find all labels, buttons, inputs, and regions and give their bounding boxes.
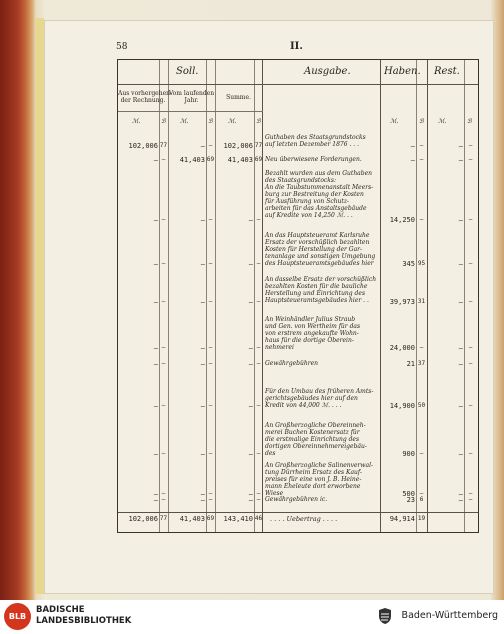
carry-over-label: . . . . Uebertrag . . . . [270, 515, 338, 523]
cell-rest: — [458, 360, 463, 368]
page-edge [36, 18, 44, 594]
cell-restp: — [468, 260, 473, 267]
cell-c1: — [153, 216, 158, 224]
cell-c2p: — [208, 260, 213, 267]
currency-unit-4: ℳ. [228, 118, 237, 125]
row-description [265, 316, 378, 351]
description-line: die erstmalige Einrichtung des [265, 436, 360, 443]
description-line: An das Hauptsteueramt Karlsruhe [265, 232, 370, 239]
description-line: des [265, 450, 276, 457]
divider-haben-p [416, 60, 417, 532]
cell-c2: — [200, 496, 205, 504]
cell-rest: — [458, 156, 463, 164]
cell-restp: — [468, 496, 473, 503]
description-line: Kredit von 44,000 ℳ. . . . [265, 402, 342, 409]
cell-sum: — [248, 490, 253, 498]
cell-c1p: — [161, 450, 166, 457]
cell-sump: — [256, 450, 261, 457]
cell-sump: — [256, 402, 261, 409]
library-name: BADISCHE LANDESBIBLIOTHEK [36, 605, 132, 626]
description-line: bezahlten Kosten für die bauliche [265, 283, 368, 290]
description-line: preises für eine von J. B. Heine- [265, 476, 362, 483]
state-name: Baden-Württemberg [401, 610, 498, 621]
cell-c1p: — [161, 298, 166, 305]
total-c2p: 69 [206, 515, 215, 522]
description-line: Für den Umbau des früheren Amts- [265, 388, 374, 395]
cell-habenp: — [419, 216, 424, 223]
cell-haben: 14,900 [389, 402, 415, 410]
cell-c2p: — [208, 490, 213, 497]
cell-rest: — [458, 402, 463, 410]
cell-sump: 77 [254, 142, 263, 149]
description-line: haus für die dortige Oberein- [265, 337, 354, 344]
cell-c1: — [153, 156, 158, 164]
description-line: merei Buchen Kostenersatz für [265, 429, 360, 436]
currency-unit-8: ℳ. [438, 118, 447, 125]
cell-c1: — [153, 402, 158, 410]
description-line: Neu überwiesene Forderungen. [265, 156, 362, 163]
total-habenp: 19 [417, 515, 426, 522]
section-number: II. [290, 41, 303, 52]
cell-c1: — [153, 360, 158, 368]
cell-habenp: 50 [417, 402, 426, 409]
cell-sump: — [256, 496, 261, 503]
cell-restp: — [468, 298, 473, 305]
divider-soll [262, 60, 263, 532]
cell-sump: — [256, 360, 261, 367]
divider-haben [427, 60, 428, 532]
cell-c1p: — [161, 260, 166, 267]
subheader-sum: Summe. [226, 94, 251, 101]
currency-unit-3: ℬ [208, 118, 213, 125]
cell-rest: — [458, 260, 463, 268]
cell-haben: 39,973 [389, 298, 415, 306]
cell-rest: — [458, 142, 463, 150]
cell-restp: — [468, 450, 473, 457]
cell-c2p: — [208, 496, 213, 503]
row-description [265, 388, 378, 409]
cell-haben: 14,250 [389, 216, 415, 224]
cell-haben: 21 [406, 360, 415, 368]
description-line: des Staatsgrundstocks: [265, 177, 337, 184]
cell-c2p: 69 [206, 156, 215, 163]
cell-c2p: — [208, 360, 213, 367]
cell-sum: — [248, 216, 253, 224]
row-description [265, 232, 378, 267]
description-line: An dasselbe Ersatz der vorschüßlich [265, 276, 377, 283]
cell-habenp: — [419, 344, 424, 351]
header-ausgabe: Ausgabe. [304, 66, 351, 77]
blb-logo: BLB [4, 603, 31, 630]
total-c2: 41,403 [179, 515, 205, 523]
currency-unit-1: ℬ [161, 118, 166, 125]
cell-c1p: — [161, 216, 166, 223]
cell-sum: — [248, 260, 253, 268]
cell-sump: — [256, 344, 261, 351]
row-description [265, 462, 378, 497]
cell-habenp: — [419, 490, 424, 497]
divider-rest-p [464, 60, 465, 532]
description-line: Hauptsteueramtsgebäudes hier . . [265, 297, 369, 304]
row-description [265, 276, 378, 304]
row-description [265, 422, 378, 457]
description-line: auf Kredite von 14,250 ℳ. . . [265, 212, 353, 219]
crest-icon [377, 607, 393, 625]
description-line: tenanlage und sonstigen Umgebung [265, 253, 376, 260]
description-line: mann Eheleute dort erworbene [265, 483, 361, 490]
description-line: Herstellung und Einrichtung des [265, 290, 366, 297]
subheader-prior: Aus vorhergehen- der Rechnung. [118, 90, 173, 104]
currency-unit-2: ℳ. [180, 118, 189, 125]
cell-habenp: 37 [417, 360, 426, 367]
cell-restp: — [468, 402, 473, 409]
total-sump: 46 [254, 515, 263, 522]
cell-restp: — [468, 344, 473, 351]
description-line: und Gen. von Wertheim für das [265, 323, 361, 330]
cell-restp: — [468, 216, 473, 223]
cell-c2: — [200, 490, 205, 498]
header-soll: Soll. [176, 66, 199, 77]
currency-unit-0: ℳ. [132, 118, 141, 125]
total-haben: 94,914 [389, 515, 415, 523]
cell-habenp: — [419, 142, 424, 149]
cell-c2: — [200, 216, 205, 224]
header-rule [118, 84, 478, 85]
cell-rest: — [458, 490, 463, 498]
cell-c1: — [153, 298, 158, 306]
cell-sump: 69 [254, 156, 263, 163]
header-haben: Haben. [384, 66, 421, 77]
description-line: für Ausführung von Schutz- [265, 198, 350, 205]
page-number: 58 [116, 42, 128, 52]
row-description [265, 496, 378, 503]
description-line: Guthaben des Staatsgrundstocks [265, 134, 366, 141]
cell-restp: — [468, 490, 473, 497]
cell-c1p: — [161, 156, 166, 163]
cell-c2: — [200, 450, 205, 458]
divider-col1p [168, 60, 169, 532]
cell-haben: 23 [406, 496, 415, 504]
cell-rest: — [458, 216, 463, 224]
cell-c2p: — [208, 450, 213, 457]
cell-c1p: 77 [159, 142, 168, 149]
total-sum: 143,410 [223, 515, 253, 523]
currency-unit-5: ℬ [256, 118, 261, 125]
row-description [265, 360, 378, 367]
cell-c1: — [153, 450, 158, 458]
cell-sum: — [248, 496, 253, 504]
cell-restp: — [468, 142, 473, 149]
cell-restp: — [468, 156, 473, 163]
row-description [265, 170, 378, 219]
description-line: von erstrem angekaufte Wohn- [265, 330, 359, 337]
divider-col2 [206, 60, 207, 532]
cell-rest: — [458, 298, 463, 306]
cell-sump: — [256, 216, 261, 223]
cell-haben: 900 [402, 450, 415, 458]
cell-sump: — [256, 490, 261, 497]
cell-rest: — [458, 344, 463, 352]
description-line: Ersatz der vorschüßlich bezahlten [265, 239, 370, 246]
ledger-table [117, 59, 479, 533]
cell-c1p: — [161, 344, 166, 351]
divider-col2p [215, 60, 216, 532]
subheader-rule [118, 111, 263, 112]
cell-c2: — [200, 260, 205, 268]
cell-c1: — [153, 496, 158, 504]
cell-c1p: — [161, 496, 166, 503]
divider-sum [254, 60, 255, 532]
cell-habenp: 31 [417, 298, 426, 305]
cell-habenp: 95 [417, 260, 426, 267]
cell-c2p: — [208, 344, 213, 351]
description-line: dortigen Obereinnehmereigebäu- [265, 443, 367, 450]
cell-c2p: — [208, 402, 213, 409]
cell-haben: — [410, 156, 415, 164]
description-line: An Weinhändler Julius Straub [265, 316, 356, 323]
library-footer [0, 600, 504, 634]
row-description [265, 134, 378, 148]
description-line: Bezahlt wurden aus dem Guthaben [265, 170, 373, 177]
cell-rest: — [458, 450, 463, 458]
cell-c2p: — [208, 216, 213, 223]
cell-sump: — [256, 298, 261, 305]
currency-unit-6: ℳ. [390, 118, 399, 125]
cell-haben: 500 [402, 490, 415, 498]
header-rest: Rest. [434, 66, 460, 77]
description-line: An Großherzogliche Obereinneh- [265, 422, 366, 429]
cell-sum: — [248, 450, 253, 458]
description-line: nehmerei [265, 344, 294, 351]
cell-haben: 345 [402, 260, 415, 268]
cell-c2: — [200, 402, 205, 410]
description-line: tung Dürrheim Ersatz des Kauf- [265, 469, 362, 476]
cell-c1p: — [161, 402, 166, 409]
cell-c2: — [200, 344, 205, 352]
cell-c1: — [153, 490, 158, 498]
description-line: gerichtsgebäudes hier auf den [265, 395, 358, 402]
cell-c1p: — [161, 490, 166, 497]
cell-c2: — [200, 298, 205, 306]
cell-c1p: — [161, 360, 166, 367]
cell-c1: — [153, 344, 158, 352]
cell-c2p: — [208, 298, 213, 305]
total-c1: 102,006 [128, 515, 158, 523]
divider-ausgabe [380, 60, 381, 532]
description-line: auf letzten Dezember 1876 . . . [265, 141, 359, 148]
currency-unit-9: ℬ [467, 118, 472, 125]
description-line: An Großherzogliche Salinenverwal- [265, 462, 374, 469]
description-line: Kosten für Herstellung der Gar- [265, 246, 363, 253]
description-line: An die Taubstummenanstalt Meers- [265, 184, 374, 191]
description-line: Gewährgebühren ic. [265, 496, 328, 503]
cell-c1: 102,006 [128, 142, 158, 150]
description-line: Gewährgebühren [265, 360, 319, 367]
row-description [265, 156, 378, 163]
currency-unit-7: ℬ [419, 118, 424, 125]
cell-habenp: 6 [419, 496, 424, 503]
cell-c1: — [153, 260, 158, 268]
description-line: des Hauptsteueramtsgebäudes hier [265, 260, 374, 267]
cell-habenp: — [419, 156, 424, 163]
cell-c2: 41,403 [179, 156, 205, 164]
cell-c2: — [200, 142, 205, 150]
cell-sump: — [256, 260, 261, 267]
cell-sum: — [248, 360, 253, 368]
cell-habenp: — [419, 450, 424, 457]
cell-haben: 24,000 [389, 344, 415, 352]
description-line: Wiese [265, 490, 284, 497]
description-line: burg zur Bestreitung der Kosten [265, 191, 364, 198]
total-c1p: 77 [159, 515, 168, 522]
cell-rest: — [458, 496, 463, 504]
description-line: arbeiten für das Anstaltsgebäude [265, 205, 367, 212]
cell-sum: — [248, 402, 253, 410]
total-rule [118, 512, 478, 513]
subheader-current: Vom laufenden Jahr. [168, 90, 215, 104]
cell-sum: — [248, 298, 253, 306]
cell-c2p: — [208, 142, 213, 149]
cell-sum: — [248, 344, 253, 352]
divider-col1 [159, 60, 160, 532]
cell-sum: 41,403 [227, 156, 253, 164]
cell-restp: — [468, 360, 473, 367]
cell-c2: — [200, 360, 205, 368]
cell-haben: — [410, 142, 415, 150]
cell-sum: 102,006 [223, 142, 253, 150]
